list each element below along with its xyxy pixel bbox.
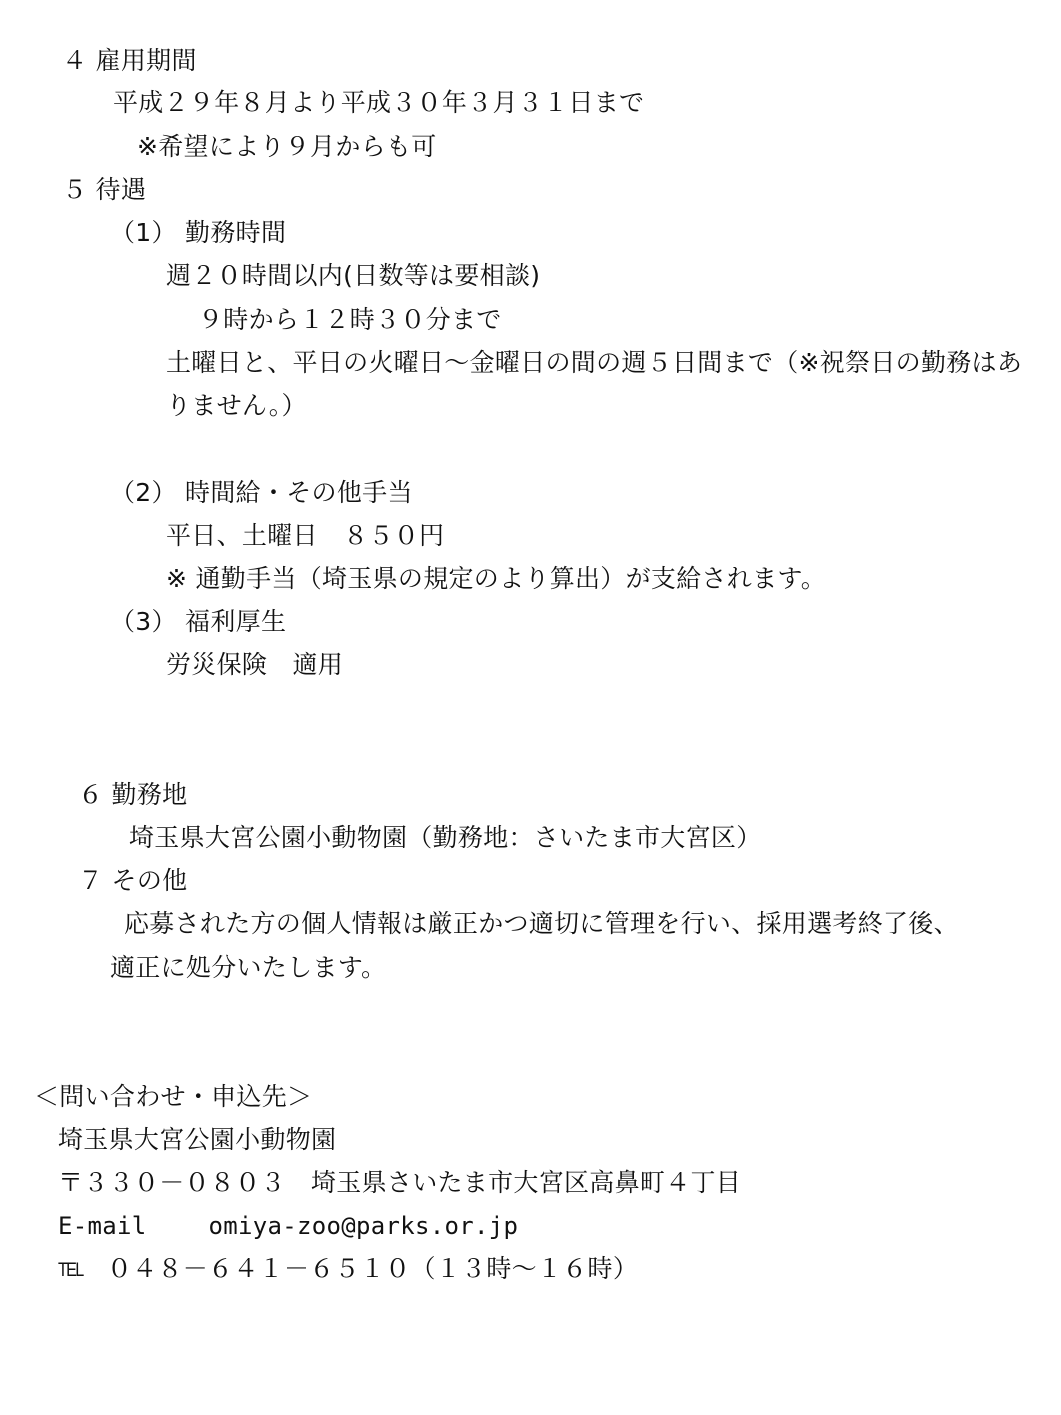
work-hours-daily: ９時から１２時３０分まで [198,305,502,334]
privacy-text-line-2: 適正に処分いたします。 [110,953,387,982]
commute-allowance-note: ※ 通勤手当（埼玉県の規定のより算出）が支給されます。 [166,564,826,593]
contact-heading: ＜問い合わせ・申込先＞ [34,1082,313,1111]
contact-organization: 埼玉県大宮公園小動物園 [58,1125,337,1154]
tel-label: TEL [58,1260,83,1281]
subsection-wage-heading: （2） 時間給・その他手当 [110,478,413,507]
work-location-text: 埼玉県大宮公園小動物園（勤務地：さいたま市大宮区） [129,823,762,852]
section-5-heading: ５ 待遇 [62,175,147,204]
subsection-work-hours-heading: （1） 勤務時間 [110,218,287,247]
employment-period-text: 平成２９年８月より平成３０年３月３１日まで [113,88,645,117]
privacy-text-line-1: 応募された方の個人情報は厳正かつ適切に管理を行い、採用選考終了後、 [124,909,959,938]
benefits-text: 労災保険 適用 [166,650,344,679]
section-6-heading: ６ 勤務地 [78,780,188,809]
work-days-line-1: 土曜日と、平日の火曜日～金曜日の間の週５日間まで（※祝祭日の勤務はあ [166,348,1023,377]
email-label: E-mail [58,1212,147,1240]
work-hours-weekly: 週２０時間以内(日数等は要相談) [166,261,541,290]
work-days-line-2: りません。） [166,391,307,420]
contact-email-row [58,1211,518,1241]
subsection-benefits-heading: （3） 福利厚生 [110,607,287,636]
employment-period-note: ※希望により９月からも可 [137,132,437,161]
tel-number: ０４８－６４１－６５１０（１３時～１６時） [106,1254,639,1283]
email-address[interactable]: omiya-zoo@parks.or.jp [208,1212,519,1240]
contact-tel-row [58,1254,638,1286]
section-7-heading: ７ その他 [78,866,188,895]
contact-address: 〒３３０－０８０３ 埼玉県さいたま市大宮区高鼻町４丁目 [58,1168,742,1197]
hourly-wage: 平日、土曜日 ８５０円 [166,521,445,550]
section-4-heading: ４ 雇用期間 [62,46,197,75]
